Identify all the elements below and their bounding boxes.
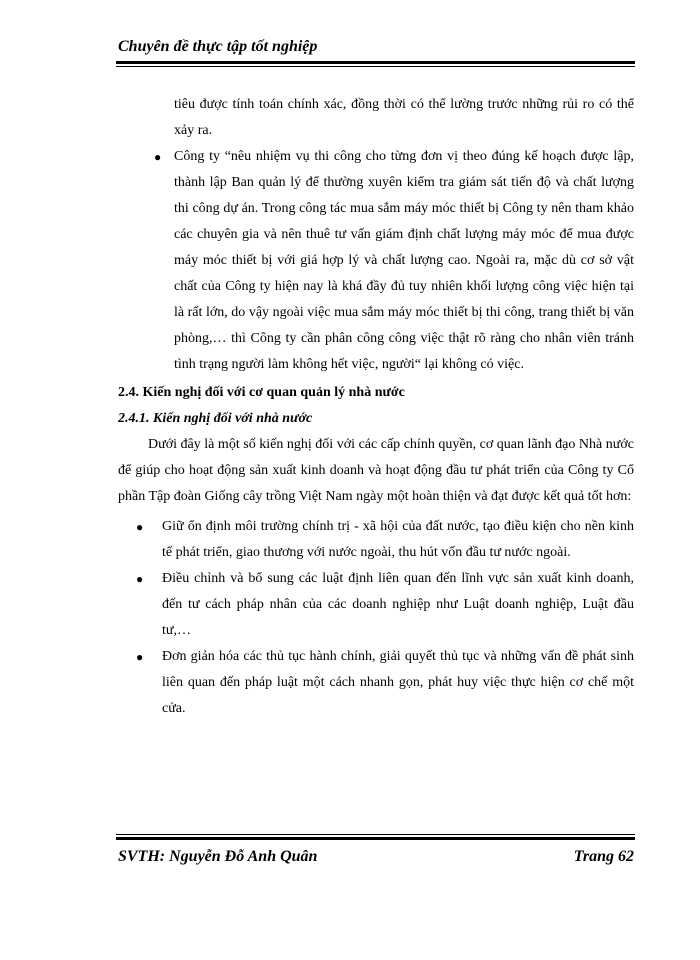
list-item-text: Công ty “nêu nhiệm vụ thi công cho từng đơn vị theo đúng kế hoạch được lập, thành lập Ban quản lý để thường xuyên kiểm tra giám sát tiến độ và chất lượng thi công dự án. Trong công tác mua sắm máy móc thiết bị Công ty nên tham khảo các chuyên gia và nên thuê tư vấn giám định chất lượng máy móc để mua được máy móc thiết bị với giá hợp lý và chất lượng cao. Ngoài ra, mặc dù cơ sở vật chất của Công ty hiện nay là khá đầy đủ tuy nhiên khối lượng công việc hiện tại là rất lớn, do vậy ngoài việc mua sắm máy móc thiết bị thi công, trang thiết bị văn phòng,… thì Công ty cần phân công công việc thật rõ ràng cho nhân viên tránh tình trạng người làm không hết việc, người“ lại không có việc.: [174, 149, 634, 372]
subsection-heading: 2.4.1. Kiến nghị đối với nhà nước: [118, 411, 313, 426]
footer-rule-thick: [116, 837, 635, 840]
document-title: Chuyên đề thực tập tốt nghiệp: [118, 38, 318, 55]
header-rule-thick: [116, 61, 635, 64]
footer-bar: [118, 848, 634, 866]
bullet-icon: ●: [154, 150, 162, 164]
list-item: [118, 144, 634, 378]
list-item-text: Giữ ổn định môi trường chính trị - xã hội của đất nước, tạo điều kiện cho nền kinh tế phát triển, giao thương với nước ngoài, thu hút vốn đầu tư nước ngoài.: [162, 519, 634, 560]
bullet-icon: ●: [136, 520, 144, 534]
bullet-icon: ●: [136, 650, 144, 664]
list-item-text: Đơn giản hóa các thủ tục hành chính, giải quyết thủ tục và những vấn đề phát sinh liên quan đến pháp luật một cách nhanh gọn, phát huy việc thực hiện cơ chế một cửa.: [162, 649, 634, 716]
intro-paragraph: Dưới đây là một số kiến nghị đối với các cấp chính quyền, cơ quan lãnh đạo Nhà nước để giúp cho hoạt động sản xuất kinh doanh và hoạt động đầu tư phát triển của Công ty Cổ phần Tập đoàn Giống cây trồng Việt Nam ngày một hoàn thiện và đạt được kết quả tốt hơn:: [118, 437, 634, 504]
continuation-text: tiêu được tính toán chính xác, đồng thời có thể lường trước những rủi ro có thể xảy ra.: [174, 97, 634, 138]
bullet-icon: ●: [136, 572, 144, 586]
list-item-text: Điều chỉnh và bổ sung các luật định liên quan đến lĩnh vực sản xuất kinh doanh, đến tư cách pháp nhân của các doanh nghiệp như Luật doanh nghiệp, Luật đầu tư,…: [162, 571, 634, 638]
list-item: [118, 644, 634, 722]
list-item: [118, 566, 634, 644]
page-body: [118, 92, 634, 722]
footer-rule-thin: [116, 834, 635, 835]
footer-page-number: Trang 62: [573, 848, 634, 865]
header-rule-thin: [116, 66, 635, 67]
list-item: [118, 514, 634, 566]
footer-author: SVTH: Nguyễn Đỗ Anh Quân: [118, 848, 318, 865]
section-heading: 2.4. Kiến nghị đối với cơ quan quản lý nhà nước: [118, 385, 405, 400]
